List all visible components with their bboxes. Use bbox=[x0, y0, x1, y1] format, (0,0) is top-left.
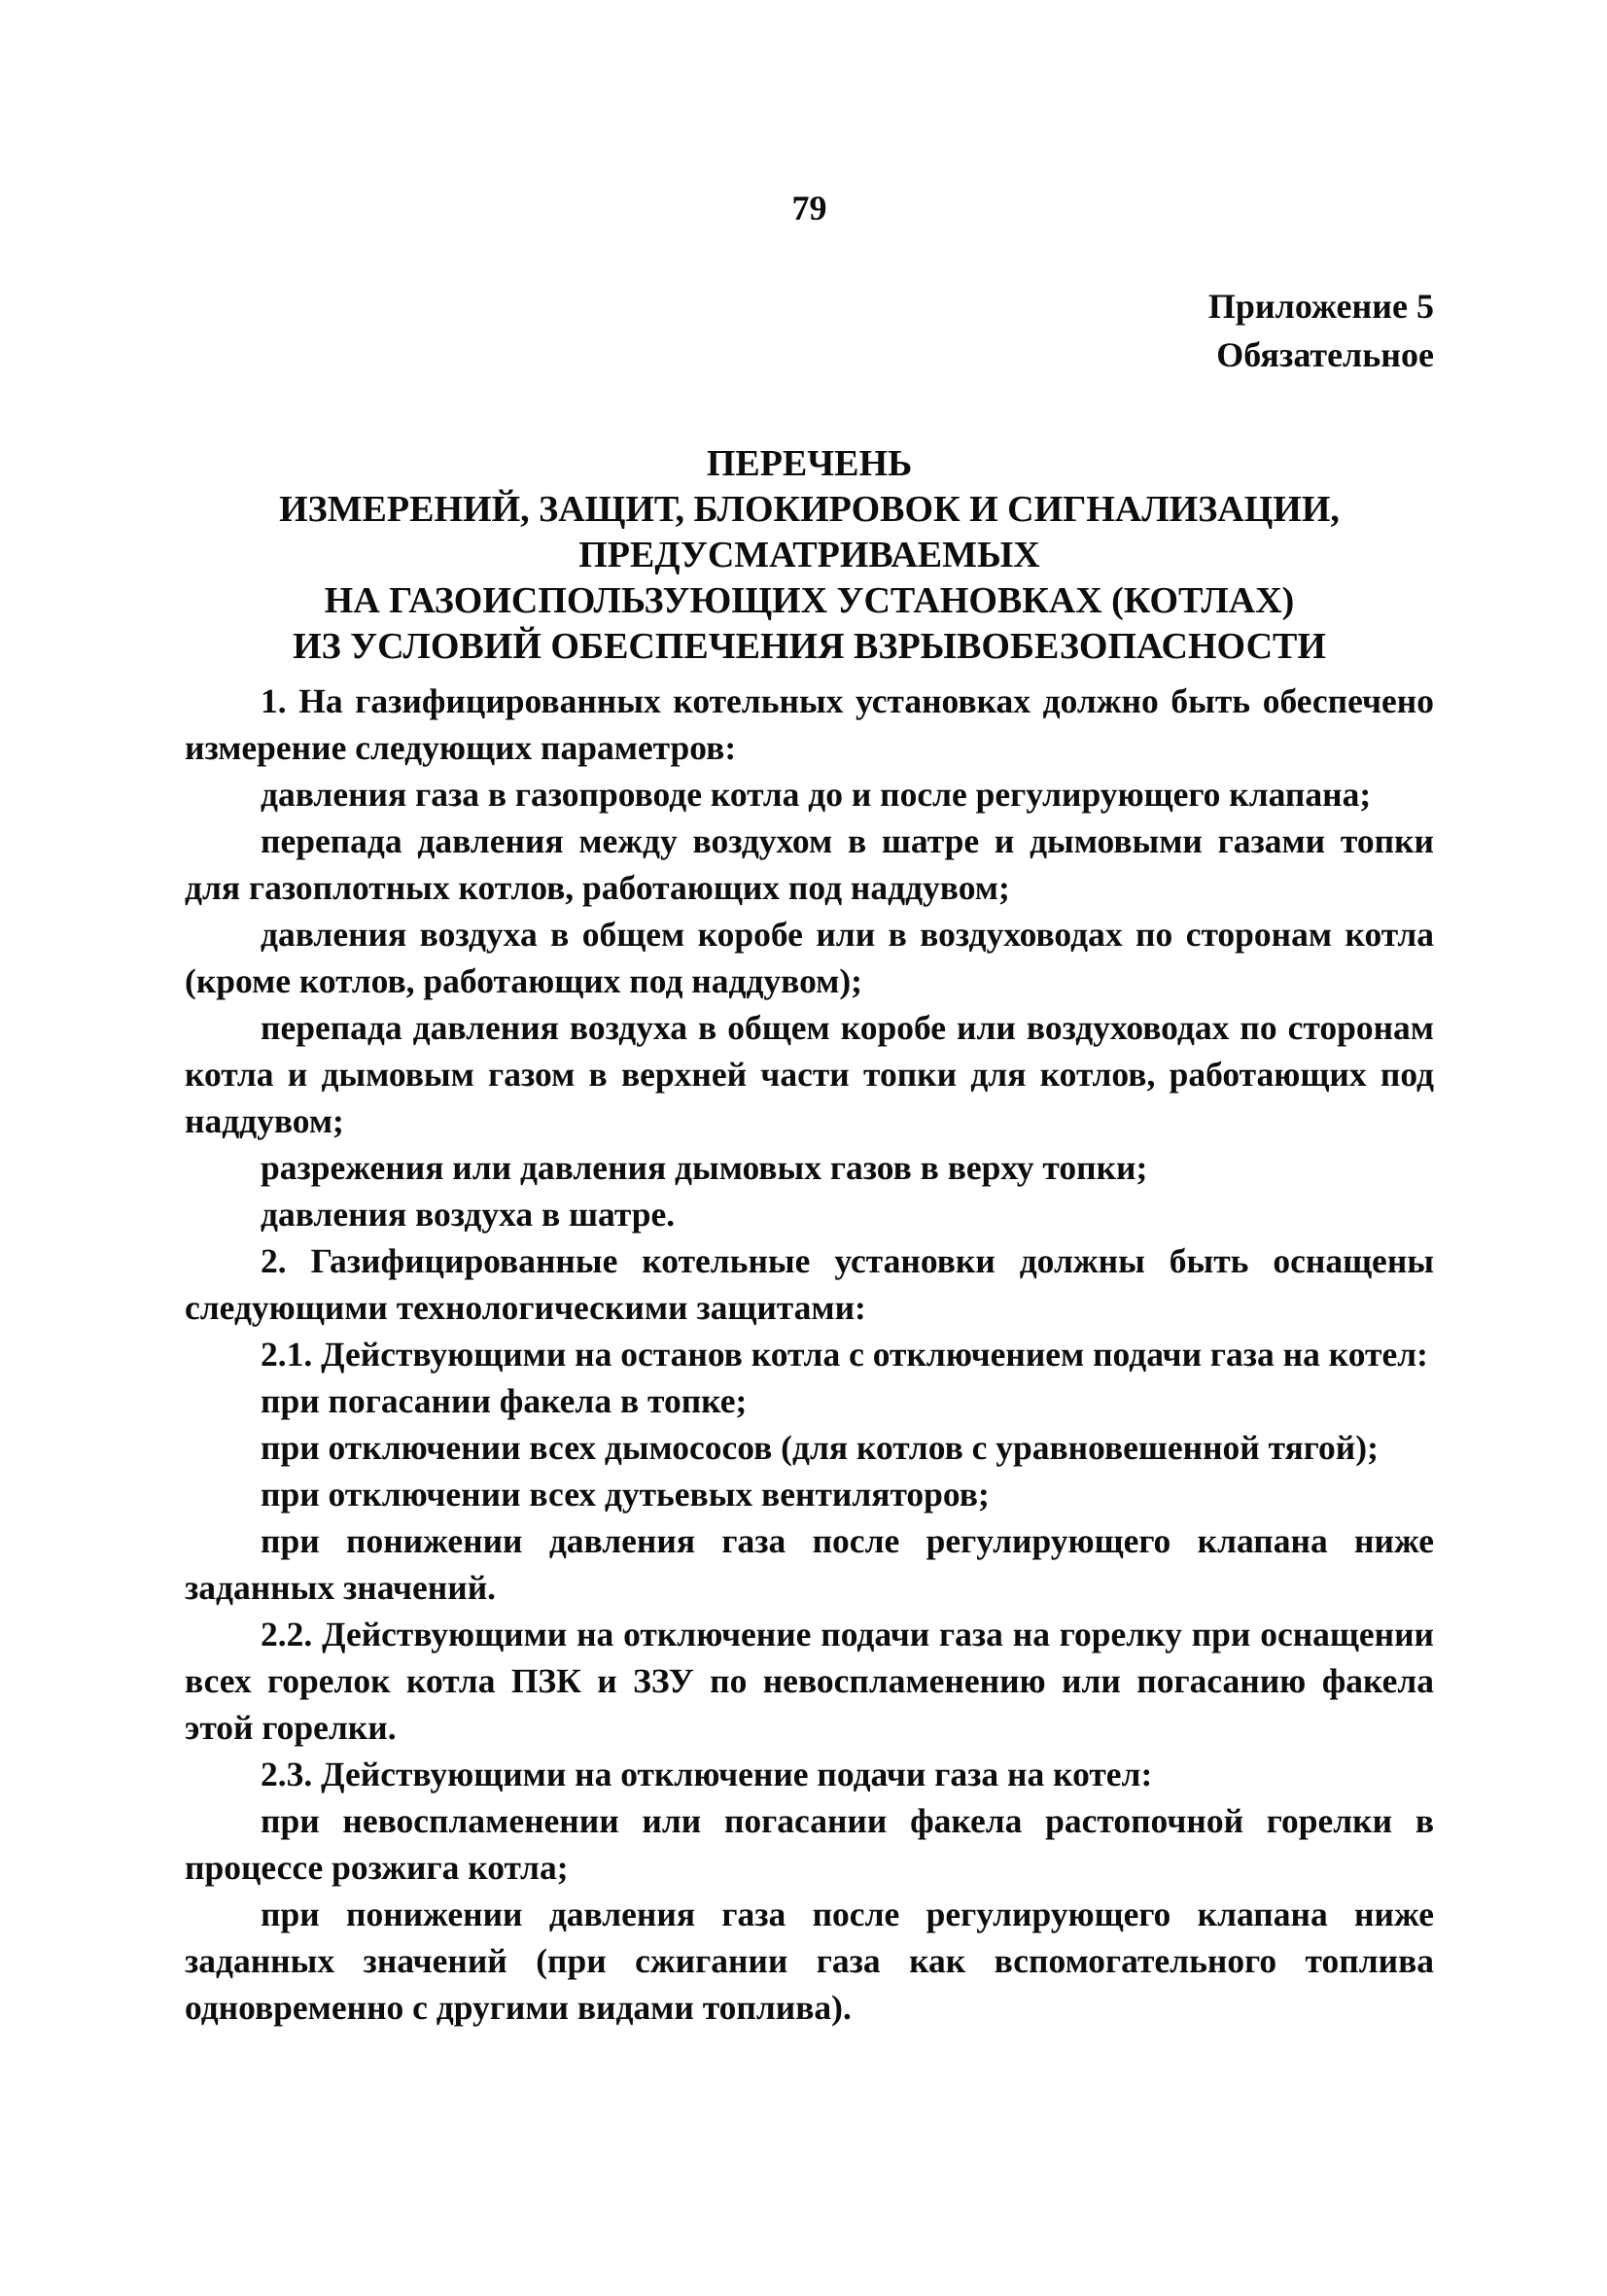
paragraph: 1. На газифицированных котельных установках должно быть обеспечено измерение следующих параметров: bbox=[185, 681, 1434, 767]
title-line-2: ИЗМЕРЕНИЙ, ЗАЩИТ, БЛОКИРОВОК И СИГНАЛИЗАЦИИ, bbox=[279, 489, 1340, 530]
title-line-4: НА ГАЗОИСПОЛЬЗУЮЩИХ УСТАНОВКАХ (КОТЛАХ) bbox=[324, 580, 1295, 621]
page-number: 79 bbox=[791, 189, 827, 227]
document-body bbox=[185, 678, 1434, 2031]
document-title bbox=[185, 441, 1434, 670]
paragraph: давления газа в газопроводе котла до и после регулирующего клапана; bbox=[261, 775, 1372, 814]
title-line-3: ПРЕДУСМАТРИВАЕМЫХ bbox=[578, 535, 1040, 575]
document-page bbox=[185, 185, 1434, 2031]
paragraph: при отключении всех дымососов (для котлов с уравновешенной тягой); bbox=[261, 1428, 1379, 1467]
paragraph: при понижении давления газа после регулирующего клапана ниже заданных значений. bbox=[185, 1521, 1434, 1607]
title-line-5: ИЗ УСЛОВИЙ ОБЕСПЕЧЕНИЯ ВЗРЫВОБЕЗОПАСНОСТИ bbox=[293, 626, 1326, 667]
paragraph: давления воздуха в общем коробе или в воздуховодах по сторонам котла (кроме котлов, работающих под наддувом); bbox=[185, 915, 1434, 1000]
paragraph: при невоспламенении или погасании факела растопочной горелки в процессе розжига котла; bbox=[185, 1801, 1434, 1887]
paragraph: давления воздуха в шатре. bbox=[261, 1195, 676, 1234]
paragraph: разрежения или давления дымовых газов в верху топки; bbox=[261, 1148, 1148, 1187]
title-line-1: ПЕРЕЧЕНЬ bbox=[706, 443, 913, 484]
appendix-header bbox=[185, 282, 1434, 379]
paragraph: перепада давления воздуха в общем коробе или воздуховодах по сторонам котла и дымовым газом в верхней части топки для котлов, работающих под наддувом; bbox=[185, 1008, 1434, 1140]
paragraph: при отключении всех дутьевых вентиляторов; bbox=[261, 1475, 990, 1513]
paragraph: при погасании факела в топке; bbox=[261, 1381, 748, 1420]
appendix-status: Обязательное bbox=[1216, 335, 1434, 374]
appendix-label: Приложение 5 bbox=[1207, 287, 1434, 326]
paragraph: 2. Газифицированные котельные установки должны быть оснащены следующими технологическими защитами: bbox=[185, 1241, 1434, 1327]
paragraph: 2.2. Действующими на отключение подачи газа на горелку при оснащении всех горелок котла ПЗК и ЗЗУ по невоспламенению или погасанию факела этой горелки. bbox=[185, 1615, 1434, 1747]
paragraph: перепада давления между воздухом в шатре и дымовыми газами топки для газоплотных котлов, работающих под наддувом; bbox=[185, 821, 1434, 907]
paragraph: 2.3. Действующими на отключение подачи газа на котел: bbox=[261, 1755, 1153, 1793]
paragraph: 2.1. Действующими на останов котла с отключением подачи газа на котел: bbox=[261, 1335, 1428, 1374]
paragraph: при понижении давления газа после регулирующего клапана ниже заданных значений (при сжигании газа как вспомогательного топлива одновременно с другими видами топлива). bbox=[185, 1895, 1434, 2027]
